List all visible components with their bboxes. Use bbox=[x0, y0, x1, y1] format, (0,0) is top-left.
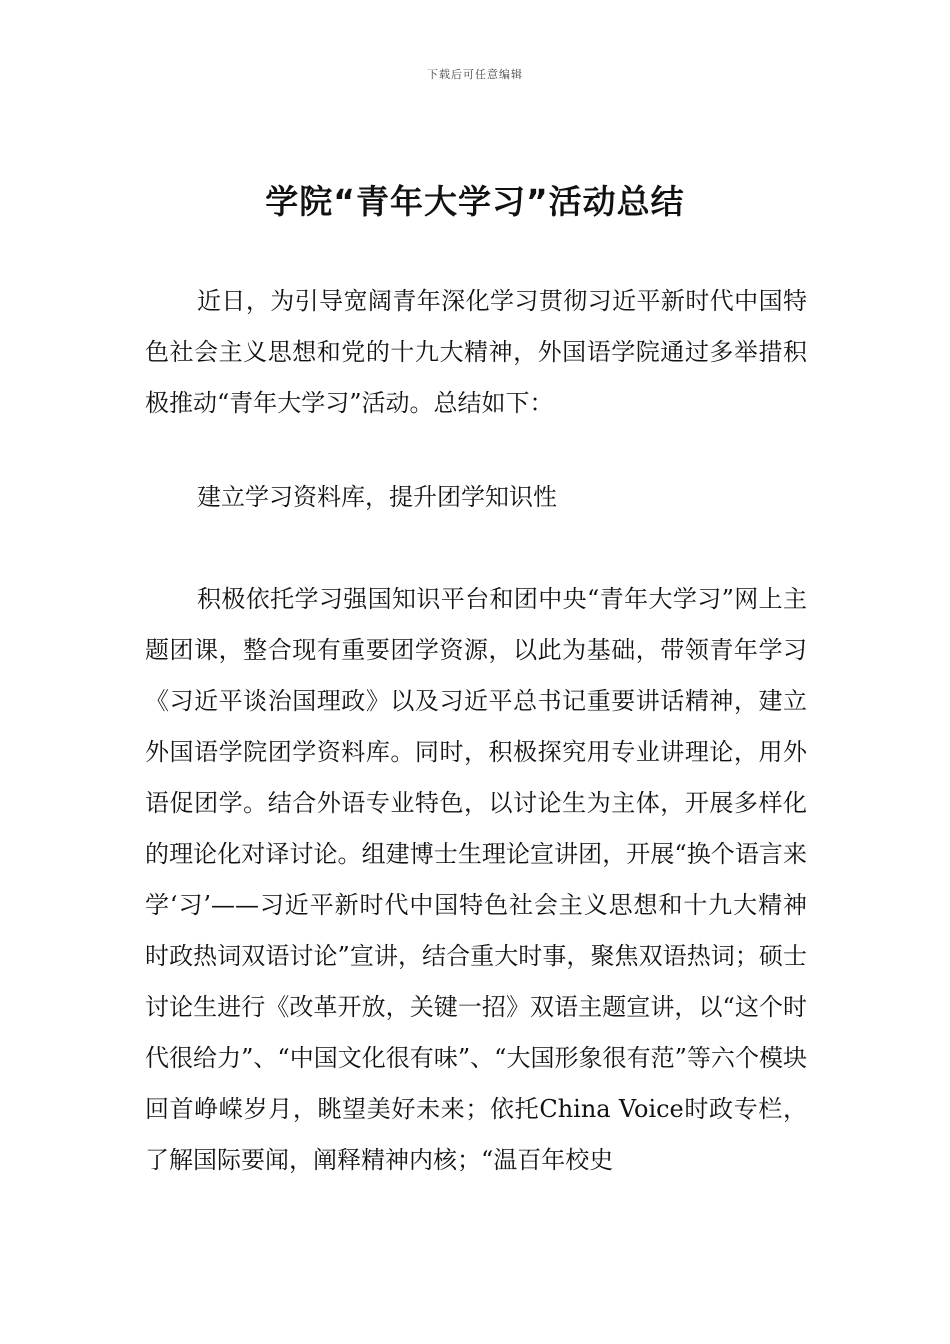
document-title: 学院“青年大学习”活动总结 bbox=[265, 182, 685, 221]
body-paragraph: 积极依托学习强国知识平台和团中央“青年大学习”网上主题团课，整合现有重要团学资源，以此为基础，带领青年学习《习近平谈治国理政》以及习近平总书记重要讲话精神，建立外国语学院团学资料库。同时，积极探究用专业讲理论，用外语促团学。结合外语专业特色，以讨论生为主体，开展多样化的理论化对译讨论。组建博士生理论宣讲团，开展“换个语言来学‘习’——习近平新时代中国特色社会主义思想和十九大精神时政热词双语讨论”宣讲，结合重大时事，聚焦双语热词；硕士讨论生进行《改革开放，关键一招》双语主题宣讲，以“这个时代很给力”、“中国文化很有味”、“大国形象很有范”等六个模块回首峥嵘岁月，眺望美好未来；依托China Voice时政专栏，了解国际要闻，阐释精神内核；“温百年校史 bbox=[145, 585, 807, 1174]
section-heading: 建立学习资料库，提升团学知识性 bbox=[197, 483, 557, 511]
intro-paragraph: 近日，为引导宽阔青年深化学习贯彻习近平新时代中国特色社会主义思想和党的十九大精神，外国语学院通过多举措积极推动“青年大学习”活动。总结如下： bbox=[145, 287, 807, 417]
header-note: 下载后可任意编辑 bbox=[427, 68, 523, 81]
